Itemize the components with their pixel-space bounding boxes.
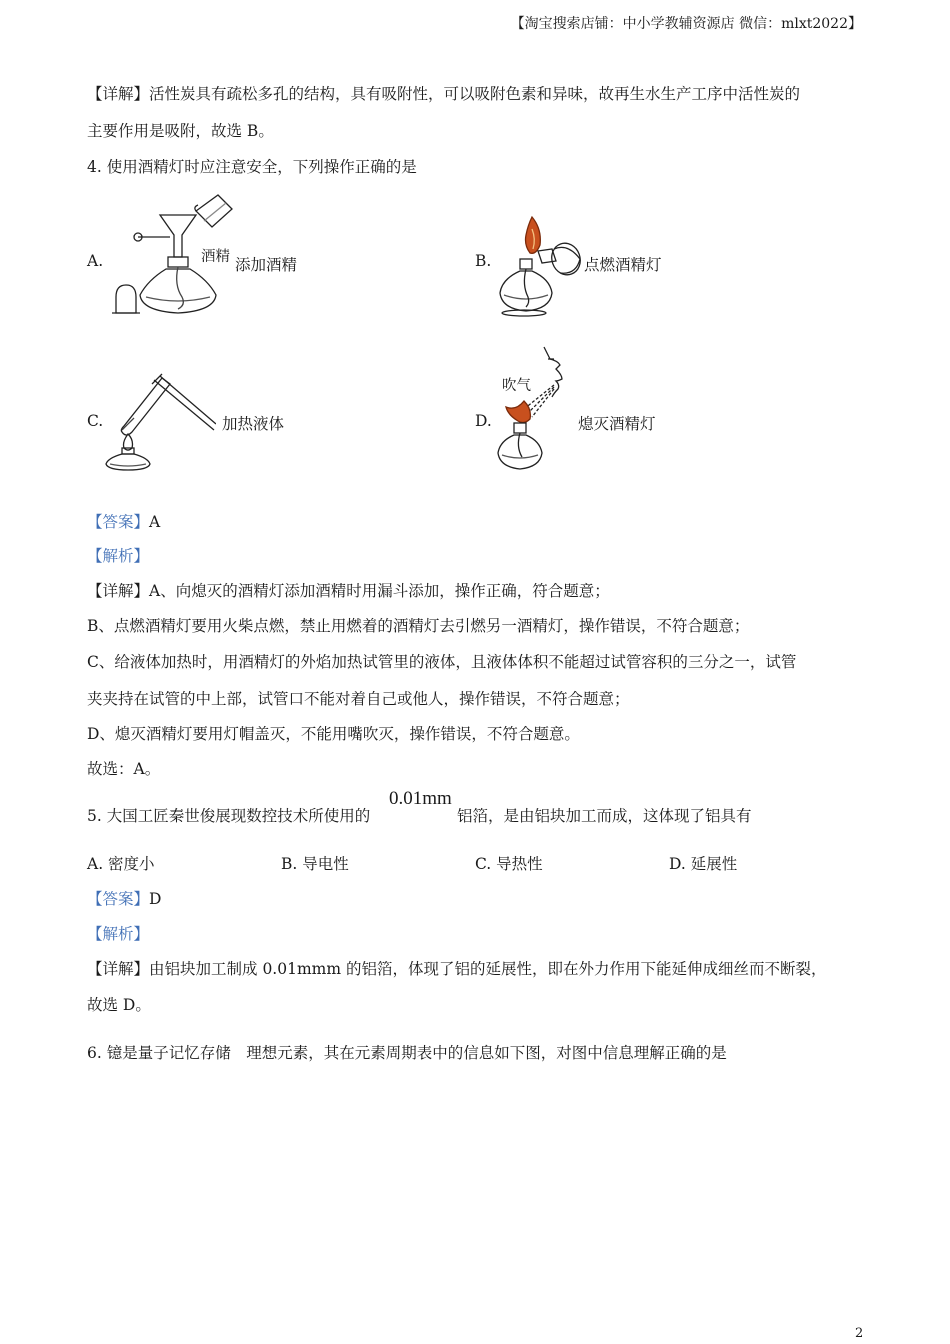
q5-stem-before: 5. 大国工匠秦世俊展现数控技术所使用的: [87, 807, 371, 825]
page-number: 2: [855, 1326, 864, 1341]
q4-option-b-letter: B.: [475, 252, 492, 270]
q4-stem: 4. 使用酒精灯时应注意安全，下列操作正确的是: [87, 158, 417, 176]
q4-detail-line4: 夹夹持在试管的中上部，试管口不能对着自己或他人，操作错误，不符合题意；: [87, 690, 630, 708]
q6-stem: 6. 镱是量子记忆存储 理想元素，其在元素周期表中的信息如下图，对图中信息理解正确的是: [87, 1044, 727, 1062]
q5-analysis-tag: 【解析】: [87, 925, 150, 943]
q4-option-b-caption: 点燃酒精灯: [584, 256, 662, 274]
blowing-out-lamp-illustration: [496, 345, 576, 473]
q4-analysis-tag: 【解析】: [87, 547, 150, 565]
q5-stem-after: 铝箔，是由铝块加工而成，这体现了铝具有: [457, 807, 752, 825]
q4-detail-line1: [87, 579, 610, 601]
q5-option-b: B. 导电性: [281, 855, 349, 873]
page-header: 【淘宝搜索店铺：中小学教辅资源店 微信：mlxt2022】: [510, 16, 862, 32]
lighting-lamp-illustration: [496, 215, 588, 317]
detail-tag: 【详解】: [87, 960, 150, 978]
q4-option-d-caption: 熄灭酒精灯: [578, 415, 656, 433]
detail-tag: 【详解】: [87, 85, 150, 103]
q5-detail-line2: 故选 D。: [87, 996, 151, 1014]
q4-detail-line5: D、熄灭酒精灯要用灯帽盖灭，不能用嘴吹灭，操作错误，不符合题意。: [87, 725, 580, 743]
q5-measure: 0.01mm: [389, 788, 452, 809]
q4-option-c-caption: 加热液体: [222, 415, 285, 433]
q5-option-a: A. 密度小: [87, 855, 155, 873]
q4-detail-line2: B、点燃酒精灯要用火柴点燃，禁止用燃着的酒精灯去引燃另一酒精灯，操作错误，不符合题意；: [87, 617, 750, 635]
heating-liquid-illustration: [104, 370, 216, 472]
answer-value: D: [149, 890, 162, 908]
q5-option-d: D. 延展性: [669, 855, 738, 873]
answer-tag: 【答案】: [87, 890, 150, 908]
q4-option-d-letter: D.: [475, 412, 492, 430]
detail-text: 由铝块加工制成 0.01mmm 的铝箔，体现了铝的延展性，即在外力作用下能延伸成细丝而不断裂，: [149, 960, 827, 978]
q3-detail-line2: 主要作用是吸附，故选 B。: [87, 122, 274, 140]
q5-answer: [87, 887, 161, 909]
q4-detail-line3: C、给液体加热时，用酒精灯的外焰加热试管里的液体，且液体体积不能超过试管容积的三分之一，试管: [87, 653, 797, 671]
answer-tag: 【答案】: [87, 513, 150, 531]
detail-text: A、向熄灭的酒精灯添加酒精时用漏斗添加，操作正确，符合题意；: [149, 582, 610, 600]
q4-option-a-letter: A.: [87, 252, 104, 270]
q4-option-a-caption: 添加酒精: [235, 256, 298, 274]
q5-detail-line1: [87, 957, 826, 979]
q4-option-c-letter: C.: [87, 412, 104, 430]
q3-detail-line1: [87, 82, 800, 104]
alcohol-label: 酒精: [201, 249, 230, 265]
detail-text: 活性炭具有疏松多孔的结构，具有吸附性，可以吸附色素和异味，故再生水生产工序中活性炭的: [149, 85, 801, 103]
q4-answer: [87, 510, 160, 532]
blow-label: 吹气: [502, 378, 531, 394]
q4-conclusion: 故选：A。: [87, 760, 161, 778]
detail-tag: 【详解】: [87, 582, 150, 600]
answer-value: A: [149, 513, 161, 531]
q5-option-c: C. 导热性: [475, 855, 543, 873]
